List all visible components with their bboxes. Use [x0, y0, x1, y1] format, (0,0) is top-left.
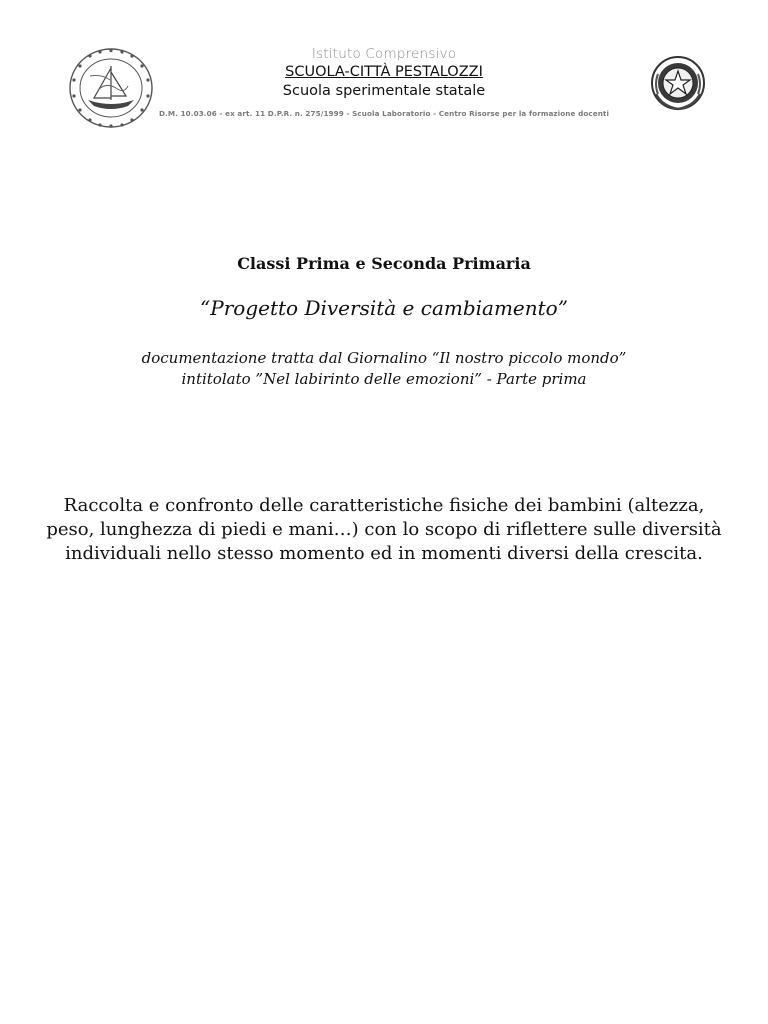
documentation-note: [0, 348, 768, 390]
description-line: peso, lunghezza di piedi e mani…) con lo scopo di riflettere sulle diversità: [46, 519, 722, 540]
decree-line: D.M. 10.03.06 - ex art. 11 D.P.R. n. 275/1999 - Scuola Laboratorio - Centro Risorse per la formazione docenti: [158, 109, 610, 118]
description-paragraph: [0, 494, 768, 566]
italian-republic-emblem-icon: [648, 54, 708, 112]
school-type: Scuola sperimentale statale: [282, 83, 486, 99]
institute-label: Istituto Comprensivo: [311, 46, 457, 62]
doc-note-line: documentazione tratta dal Giornalino “Il nostro piccolo mondo”: [141, 349, 627, 367]
description-line: individuali nello stesso momento ed in momenti diversi della crescita.: [65, 543, 703, 564]
doc-note-line: intitolato ”Nel labirinto delle emozioni” - Parte prima: [181, 370, 587, 388]
description-line: Raccolta e confronto delle caratteristiche fisiche dei bambini (altezza,: [63, 495, 705, 516]
project-title: “Progetto Diversità e cambiamento”: [200, 296, 568, 320]
letterhead: [0, 40, 768, 140]
classes-title: Classi Prima e Seconda Primaria: [237, 254, 531, 273]
school-name: SCUOLA-CITTÀ PESTALOZZI: [285, 64, 483, 80]
